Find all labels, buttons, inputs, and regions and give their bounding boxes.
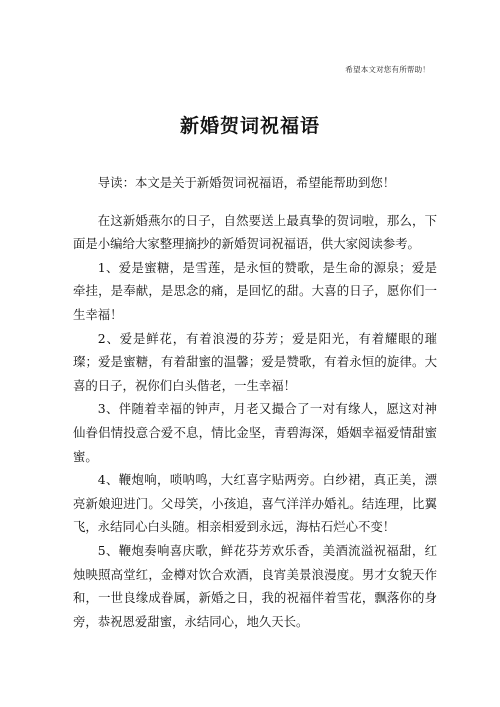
body-paragraph: 4、鞭炮响，唢呐鸣，大红喜字贴两旁。白纱裙，真正美，漂亮新娘迎进门。父母笑，小孩追，喜气洋洋办婚礼。结连理，比翼飞，永结同心白头随。相亲相爱到永远，海枯石烂心不变！: [73, 472, 437, 535]
body-paragraph: 1、爱是蜜糖，是雪莲，是永恒的赞歌，是生命的源泉；爱是牵挂，是奉献，是思念的痛，是回忆的甜。大喜的日子，愿你们一生幸福！: [73, 259, 437, 322]
body-paragraph: 2、爱是鲜花，有着浪漫的芬芳；爱是阳光，有着耀眼的璀璨；爱是蜜糖，有着甜蜜的温馨；爱是赞歌，有着永恒的旋律。大喜的日子，祝你们白头偕老，一生幸福！: [73, 330, 437, 393]
header-note: 希望本文对您有所帮助！: [345, 65, 430, 74]
body-paragraph: 在这新婚燕尔的日子，自然要送上最真挚的贺词啦，那么，下面是小编给大家整理摘抄的新婚贺词祝福语，供大家阅读参考。: [73, 212, 437, 252]
document-body: [73, 171, 437, 633]
page-title: 新婚贺词祝福语: [179, 115, 320, 137]
body-paragraph: 5、鞭炮奏响喜庆歌，鲜花芬芳欢乐香，美酒流溢祝福甜，红烛映照高堂红，金樽对饮合欢酒，良宵美景浪漫度。男才女貌天作和，一世良缘成眷属，新婚之日，我的祝福伴着雪花，飘落你的身旁，恭祝恩爱甜蜜，永结同心，地久天长。: [73, 542, 437, 629]
body-paragraph: 3、伴随着幸福的钟声，月老又撮合了一对有缘人，愿这对神仙眷侣情投意合爱不息，情比金坚，青碧海深，婚姻幸福爱情甜蜜蜜。: [73, 401, 437, 464]
lead-paragraph: 导读：本文是关于新婚贺词祝福语，希望能帮助到您！: [97, 175, 396, 190]
